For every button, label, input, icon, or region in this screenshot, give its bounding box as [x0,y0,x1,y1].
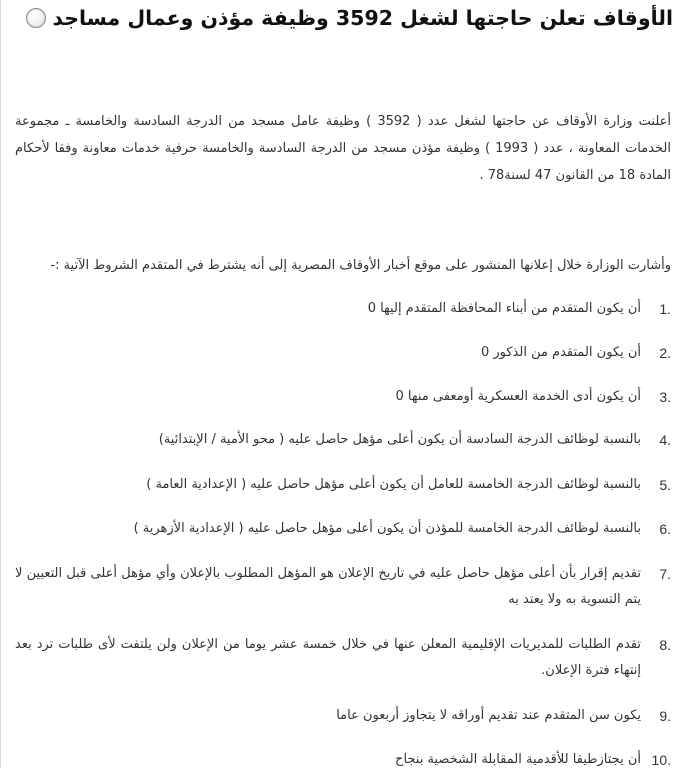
conditions-intro: وأشارت الوزارة خلال إعلانها المنشور على موقع أخبار الأوقاف المصرية إلى أنه يشترط في المتقدم الشروط الآتية :- [50,258,671,273]
condition-number: 8. [659,637,671,653]
condition-number: 10. [651,752,671,768]
condition-number: 1. [659,301,671,317]
intro-paragraph: أعلنت وزارة الأوقاف عن حاجتها لشغل عدد ( 3592 ) وظيفة عامل مسجد من الدرجة السادسة والخامسة ـ مجموعة الخدمات المعاونة ، عدد ( 1993 ) وظيفة مؤذن مسجد من الدرجة السادسة والخامسة حرفية خدمات معاونة وفقا لأحكام المادة 18 من القانون 47 لسنة78 . [15,114,672,183]
condition-number: 7. [659,566,671,582]
condition-item [15,296,671,322]
title-row [15,2,673,34]
condition-text: تقدم الطلبات للمديريات الإقليمية المعلن عنها في خلال خمسة عشر يوما من الإعلان ولن يلتفت لأى طلبات ترد بعد إنتهاء فترة الإعلان. [15,637,641,678]
condition-item [15,340,671,366]
condition-text: أن يجتازطيقا للأقدمية المقابلة الشخصية بنجاح [395,752,641,767]
condition-text: بالنسبة لوظائف الدرجة السادسة أن يكون أعلى مؤهل حاصل عليه ( محو الأمية / الإبتدائية) [158,432,641,447]
condition-item [15,561,671,613]
condition-item [15,516,671,542]
article-title: الأوقاف تعلن حاجتها لشغل 3592 وظيفة مؤذن وعمال مساجد [52,6,673,30]
condition-text: يكون سن المتقدم عند تقديم أوراقه لا يتجاوز أربعون عاما [336,708,641,723]
condition-number: 9. [659,708,671,724]
condition-number: 4. [659,432,671,448]
condition-item [15,427,671,453]
condition-number: 5. [659,477,671,493]
condition-number: 3. [659,389,671,405]
condition-text: تقديم إقرار بأن أعلى مؤهل حاصل عليه في تاريخ الإعلان هو المؤهل المطلوب بالإعلان وأي مؤهل أعلى قبل التعيين لا يتم التسوية به ولا يعتد به [15,566,641,607]
condition-text: أن يكون أدى الخدمة العسكرية أومعفى منها 0 [395,389,641,404]
radio-button[interactable] [26,8,46,28]
condition-item [15,384,671,410]
condition-item [15,703,671,729]
condition-text: أن يكون المتقدم من أبناء المحافظة المتقدم إليها 0 [367,301,641,316]
condition-item [15,747,671,768]
condition-text: بالنسبة لوظائف الدرجة الخامسة للعامل أن يكون أعلى مؤهل حاصل عليه ( الإعدادية العامة ) [146,477,641,492]
condition-item [15,472,671,498]
condition-item [15,632,671,684]
condition-number: 6. [659,521,671,537]
condition-text: أن يكون المتقدم من الذكور 0 [480,345,641,360]
condition-text: بالنسبة لوظائف الدرجة الخامسة للمؤذن أن يكون أعلى مؤهل حاصل عليه ( الإعدادية الأزهرية ) [133,521,641,536]
condition-number: 2. [659,345,671,361]
